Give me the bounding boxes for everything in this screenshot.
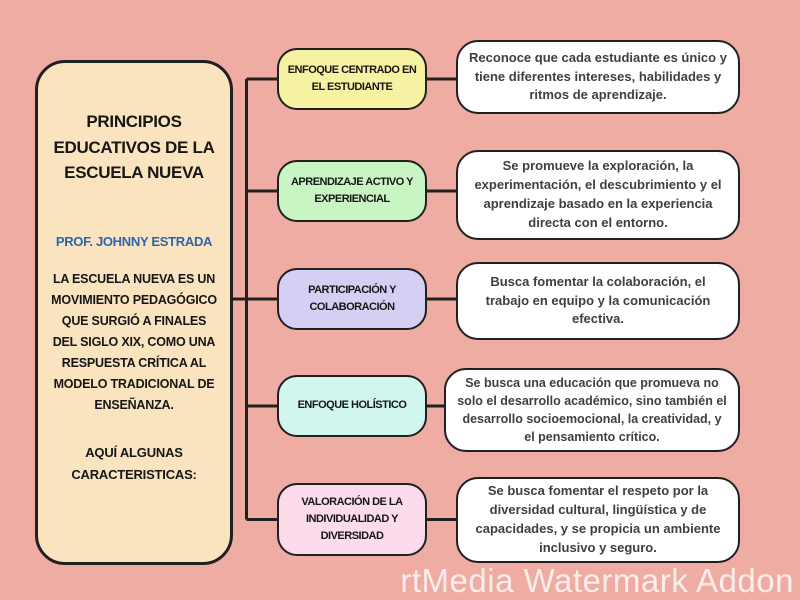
topic-box-participacion [277, 268, 427, 330]
description-box-enfoque-centrado [456, 40, 740, 114]
description-text: Busca fomentar la colaboración, el trabajo en equipo y la comunicación efectiva. [485, 273, 711, 327]
watermark: rtMedia Watermark Addon [400, 562, 794, 599]
topic-box-aprendizaje-activo [277, 160, 427, 222]
description-text: Reconoce que cada estudiante es único y tiene diferentes intereses, habilidades y ritmos de aprendizaje. [469, 49, 727, 103]
topic-label: VALORACIÓN DE LA INDIVIDUALIDAD Y DIVERSIDAD [301, 495, 403, 543]
description-box-aprendizaje-activo [456, 150, 740, 240]
intro-footer: AQUÍ ALGUNAS CARACTERISTICAS: [71, 444, 197, 482]
description-text: Se promueve la exploración, la experimentación, el descubrimiento y el aprendizaje basado en la experiencia directa con el entorno. [474, 158, 722, 230]
description-text: Se busca una educación que promueva no solo el desarrollo académico, sino también el desarrollo socioemocional, la creatividad, y el pensamiento crítico. [457, 375, 727, 445]
page-title: PRINCIPIOS EDUCATIVOS DE LA ESCUELA NUEVA [53, 112, 215, 182]
description-box-enfoque-holistico [444, 368, 740, 452]
description-box-valoracion-diversidad [456, 477, 740, 563]
topic-box-enfoque-centrado [277, 48, 427, 110]
topic-label: ENFOQUE HOLÍSTICO [297, 399, 407, 412]
intro-panel [35, 60, 233, 565]
author-name: PROF. JOHNNY ESTRADA [55, 233, 213, 249]
description-box-participacion [456, 262, 740, 340]
description-text: Se busca fomentar el respeto por la diversidad cultural, lingüística y de capacidades, y se propicia un ambiente inclusivo y seguro. [475, 483, 721, 555]
topic-box-enfoque-holistico [277, 375, 427, 437]
topic-box-valoracion-diversidad [277, 483, 427, 556]
topic-label: APRENDIZAJE ACTIVO Y EXPERIENCIAL [290, 175, 414, 205]
topic-label: PARTICIPACIÓN Y COLABORACIÓN [308, 283, 396, 313]
topic-label: ENFOQUE CENTRADO EN EL ESTUDIANTE [287, 63, 417, 93]
intro-paragraph: LA ESCUELA NUEVA ES UN MOVIMIENTO PEDAGÓGICO QUE SURGIÓ A FINALES DEL SIGLO XIX, COMO UNA RESPUESTA CRÍTICA AL MODELO TRADICIONAL DE ENSEÑANZA. [51, 271, 217, 412]
